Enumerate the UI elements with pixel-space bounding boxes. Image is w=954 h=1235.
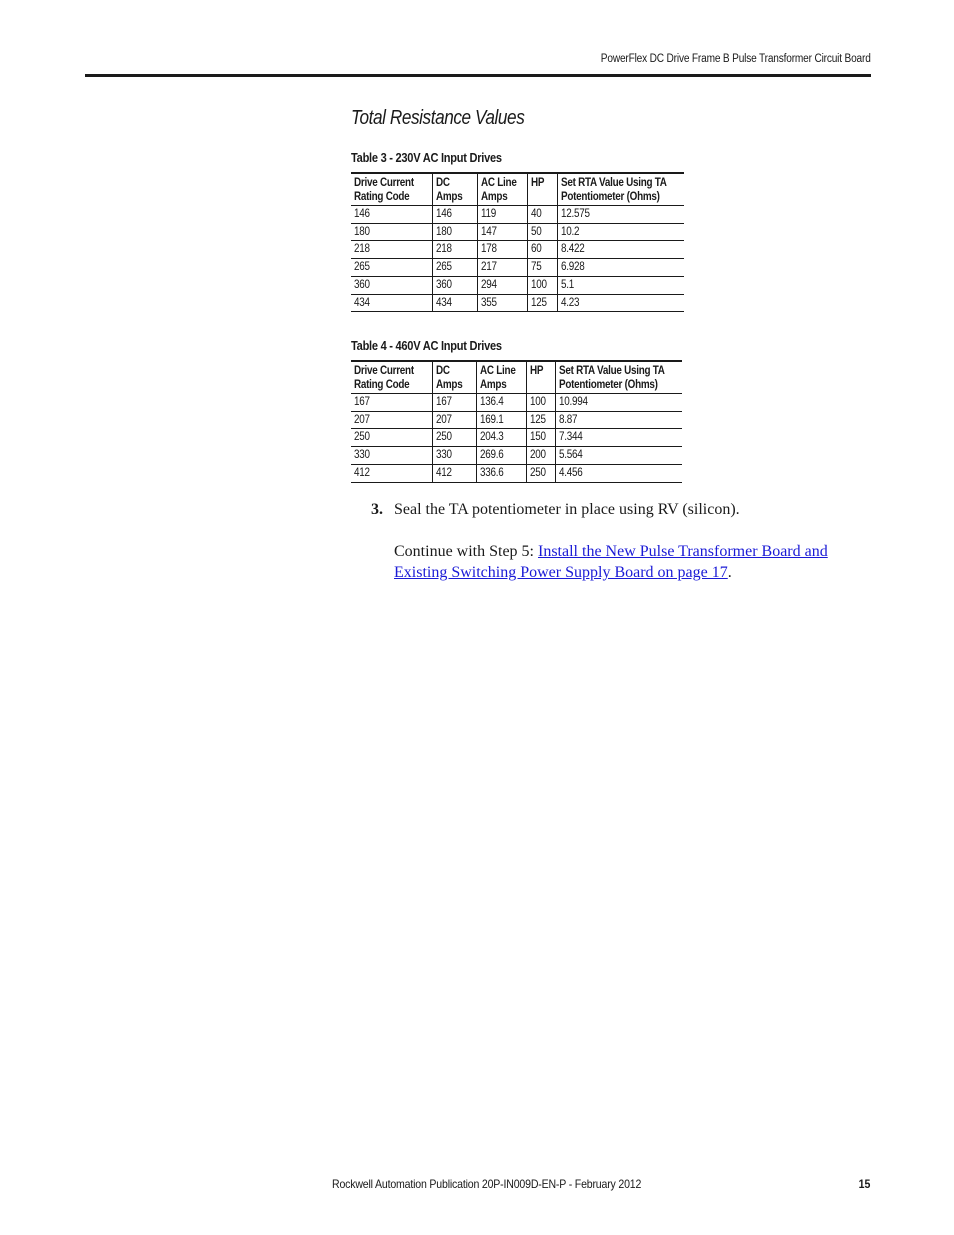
cell-value: 355 [480, 296, 497, 309]
column-header-line: Set RTA Value Using TA [559, 365, 665, 377]
table-cell [558, 259, 684, 277]
column-header [432, 361, 476, 394]
table-cell [476, 464, 526, 482]
cell-value: 169.1 [479, 413, 504, 426]
table-cell [476, 429, 526, 447]
table-cell [477, 259, 527, 277]
table-cell [477, 241, 527, 259]
table-cell [528, 241, 558, 259]
table-cell [556, 411, 682, 429]
column-header-line: Amps [480, 191, 508, 203]
cell-value: 146 [436, 208, 453, 220]
cell-value: 6.928 [561, 261, 585, 274]
table-cell [351, 429, 432, 447]
table-cell [558, 294, 684, 312]
cell-value: 50 [531, 225, 542, 238]
table-cell [432, 394, 476, 412]
cell-value: 8.87 [559, 413, 578, 426]
table-cell [351, 464, 432, 482]
cell-value: 119 [480, 208, 496, 220]
table-cell [433, 259, 478, 277]
column-header-line: DC [436, 177, 451, 189]
table-cell [528, 206, 558, 224]
continue-prefix: Continue with Step 5: [394, 543, 538, 560]
cell-value: 8.422 [561, 243, 585, 256]
header-rule [85, 74, 871, 77]
cell-value: 434 [436, 296, 453, 309]
cell-value: 360 [354, 278, 370, 291]
column-header-line: Potentiometer (Ohms) [559, 379, 658, 391]
table-cell [528, 294, 558, 312]
column-header-line: HP [531, 177, 545, 189]
step-text: Seal the TA potentiometer in place using RV (silicon). [394, 501, 740, 518]
table-row [351, 394, 682, 412]
table-cell [526, 394, 555, 412]
table-cell [432, 429, 476, 447]
table-row [351, 259, 684, 277]
cell-value: 330 [354, 449, 370, 462]
table-cell [556, 394, 682, 412]
cell-value: 412 [435, 466, 452, 479]
table-row [351, 429, 682, 447]
table-cell [558, 241, 684, 259]
table-cell [558, 206, 684, 224]
column-header [558, 173, 684, 206]
column-header-line: Drive Current [354, 177, 414, 189]
cell-value: 269.6 [479, 449, 504, 462]
table-cell [476, 394, 526, 412]
table-cell [433, 206, 478, 224]
table-cell [526, 447, 555, 465]
cell-value: 294 [480, 278, 497, 291]
cell-value: 125 [531, 296, 547, 309]
table-cell [433, 223, 478, 241]
table-row [351, 447, 682, 465]
table-cell [351, 276, 433, 294]
cell-value: 434 [354, 296, 370, 309]
table-row [351, 294, 684, 312]
column-header-line: AC Line [480, 177, 517, 189]
cell-value: 250 [529, 466, 546, 479]
column-header-line: Amps [479, 379, 507, 391]
column-header [477, 173, 527, 206]
column-header-line: Amps [436, 191, 463, 203]
cell-value: 60 [531, 243, 542, 256]
column-header [476, 361, 526, 394]
table-cell [351, 223, 433, 241]
column-header [351, 173, 433, 206]
cell-value: 167 [354, 396, 370, 408]
column-header-line: AC Line [479, 365, 516, 377]
cell-value: 250 [435, 431, 452, 444]
table-cell [526, 411, 555, 429]
cell-value: 336.6 [479, 466, 504, 479]
table-cell [477, 206, 527, 224]
header-title: PowerFlex DC Drive Frame B Pulse Transformer Circuit Board [601, 53, 871, 65]
cell-value: 207 [354, 413, 370, 426]
table-cell [476, 447, 526, 465]
cell-value: 146 [354, 208, 370, 220]
cell-value: 100 [529, 396, 546, 408]
step-3 [371, 501, 740, 519]
column-header-line: Set RTA Value Using TA [561, 177, 667, 189]
header-row [351, 361, 682, 394]
cell-value: 125 [529, 413, 546, 426]
cell-value: 147 [480, 225, 497, 238]
table-row [351, 464, 682, 482]
header-row [351, 173, 684, 206]
continue-paragraph [394, 541, 854, 583]
cell-value: 12.575 [561, 208, 590, 220]
cell-value: 180 [354, 225, 370, 238]
table-cell [432, 464, 476, 482]
cell-value: 4.456 [559, 466, 583, 479]
table-cell [477, 276, 527, 294]
table-cell [351, 447, 432, 465]
table-cell [526, 464, 555, 482]
column-header [433, 173, 478, 206]
cell-value: 136.4 [479, 396, 504, 408]
table-cell [526, 429, 555, 447]
cell-value: 40 [531, 208, 542, 220]
table3-body [351, 206, 684, 312]
cell-value: 200 [529, 449, 546, 462]
cell-value: 412 [354, 466, 370, 479]
cell-value: 5.1 [561, 278, 575, 291]
cell-value: 7.344 [559, 431, 583, 444]
table-cell [351, 294, 433, 312]
cell-value: 360 [436, 278, 453, 291]
section-title: Total Resistance Values [351, 107, 525, 129]
column-header-line: Rating Code [354, 191, 410, 203]
table-cell [351, 241, 433, 259]
table4-header [351, 361, 682, 394]
table3-header [351, 173, 684, 206]
cell-value: 10.994 [559, 396, 588, 408]
table-cell [433, 241, 478, 259]
step-number: 3. [371, 501, 383, 518]
cell-value: 218 [436, 243, 453, 256]
table-row [351, 206, 684, 224]
cell-value: 218 [354, 243, 370, 256]
cell-value: 178 [480, 243, 497, 256]
column-header [351, 361, 432, 394]
table-cell [351, 206, 433, 224]
table-cell [476, 411, 526, 429]
column-header-line: HP [529, 365, 543, 377]
cell-value: 250 [354, 431, 370, 444]
cell-value: 265 [354, 261, 370, 274]
table4-body [351, 394, 682, 483]
table-cell [528, 223, 558, 241]
cell-value: 10.2 [561, 225, 580, 238]
table-row [351, 241, 684, 259]
cell-value: 75 [531, 261, 542, 274]
cell-value: 100 [531, 278, 547, 291]
table-cell [556, 429, 682, 447]
cell-value: 265 [436, 261, 453, 274]
table-cell [477, 294, 527, 312]
continue-suffix: . [727, 564, 732, 581]
table-cell [433, 294, 478, 312]
table-cell [528, 276, 558, 294]
table-cell [558, 276, 684, 294]
cell-value: 330 [435, 449, 452, 462]
column-header-line: Rating Code [354, 379, 410, 391]
table-cell [477, 223, 527, 241]
table-cell [556, 464, 682, 482]
table-cell [351, 411, 432, 429]
cell-value: 217 [480, 261, 497, 274]
column-header [556, 361, 682, 394]
table-cell [432, 411, 476, 429]
column-header-line: Amps [435, 379, 463, 391]
table-cell [433, 276, 478, 294]
table-cell [558, 223, 684, 241]
column-header-line: DC [435, 365, 450, 377]
table-row [351, 276, 684, 294]
table3 [351, 172, 684, 312]
table-row [351, 411, 682, 429]
table-cell [351, 394, 432, 412]
cell-value: 167 [435, 396, 452, 408]
table-cell [432, 447, 476, 465]
table-cell [556, 447, 682, 465]
page-17-link[interactable]: Install the New Pulse Transformer Board and Existing Switching Power Supply Board on page 17 [394, 543, 828, 581]
cell-value: 5.564 [559, 449, 583, 462]
footer-page-number: 15 [858, 1177, 870, 1191]
table-cell [351, 259, 433, 277]
table-row [351, 223, 684, 241]
column-header-line: Drive Current [354, 365, 414, 377]
table3-caption: Table 3 - 230V AC Input Drives [351, 150, 502, 165]
cell-value: 4.23 [561, 296, 580, 309]
table4-caption: Table 4 - 460V AC Input Drives [351, 338, 502, 353]
table4 [351, 360, 682, 483]
column-header-line: Potentiometer (Ohms) [561, 191, 660, 203]
table-cell [528, 259, 558, 277]
cell-value: 204.3 [479, 431, 504, 444]
column-header [526, 361, 555, 394]
cell-value: 150 [529, 431, 546, 444]
column-header [528, 173, 558, 206]
cell-value: 207 [435, 413, 452, 426]
footer-publication: Rockwell Automation Publication 20P-IN009D-EN-P - February 2012 [332, 1177, 642, 1191]
cell-value: 180 [436, 225, 453, 238]
